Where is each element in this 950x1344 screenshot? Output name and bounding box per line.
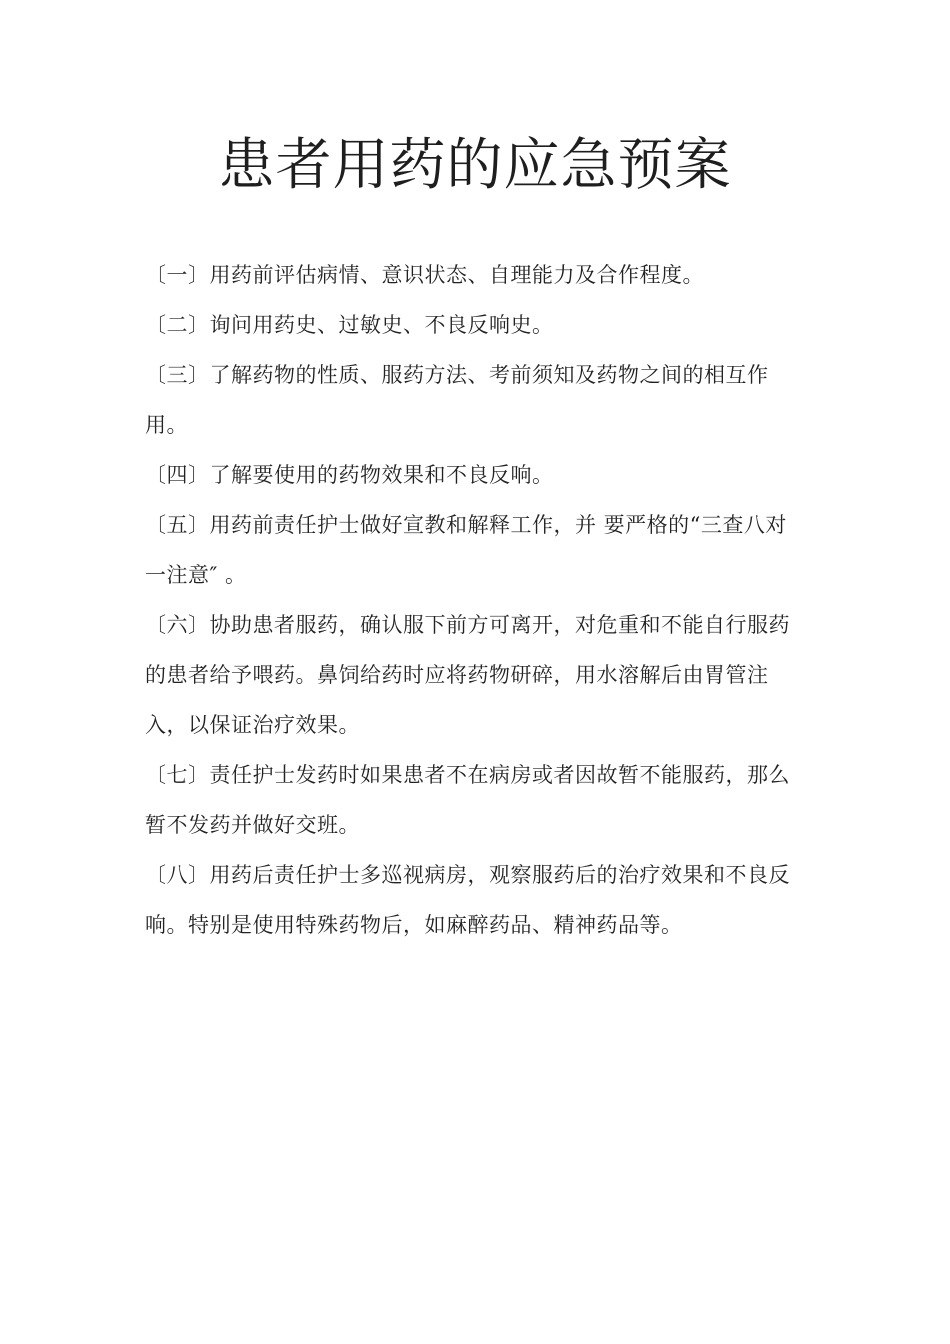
paragraph-5: 〔五〕用药前责任护士做好宣教和解释工作，并 要严格的“三查八对一注意″ 。 xyxy=(145,513,787,587)
paragraph-3: 〔三〕了解药物的性质、服药方法、考前须知及药物之间的相互作用。 xyxy=(145,363,769,437)
paragraph-6: 〔六〕协助患者服药，确认服下前方可离开，对危重和不能自行服药的患者给予喂药。鼻饲给药时应将药物研碎，用水溶解后由胃管注入，以保证治疗效果。 xyxy=(145,613,790,737)
paragraph-2: 〔二〕询问用药史、过敏史、不良反响史。 xyxy=(145,313,554,337)
paragraph-1: 〔一〕用药前评估病情、意识状态、自理能力及合作程度。 xyxy=(145,263,704,287)
paragraph-7: 〔七〕责任护士发药时如果患者不在病房或者因故暂不能服药，那么暂不发药并做好交班。 xyxy=(145,763,790,837)
paragraph-8: 〔八〕用药后责任护士多巡视病房，观察服药后的治疗效果和不良反响。特别是使用特殊药物后，如麻醉药品、精神药品等。 xyxy=(145,863,790,937)
document-body xyxy=(145,250,805,950)
paragraph-4: 〔四〕了解要使用的药物效果和不良反响。 xyxy=(145,463,554,487)
document-title: 患者用药的应急预案 xyxy=(218,133,732,198)
